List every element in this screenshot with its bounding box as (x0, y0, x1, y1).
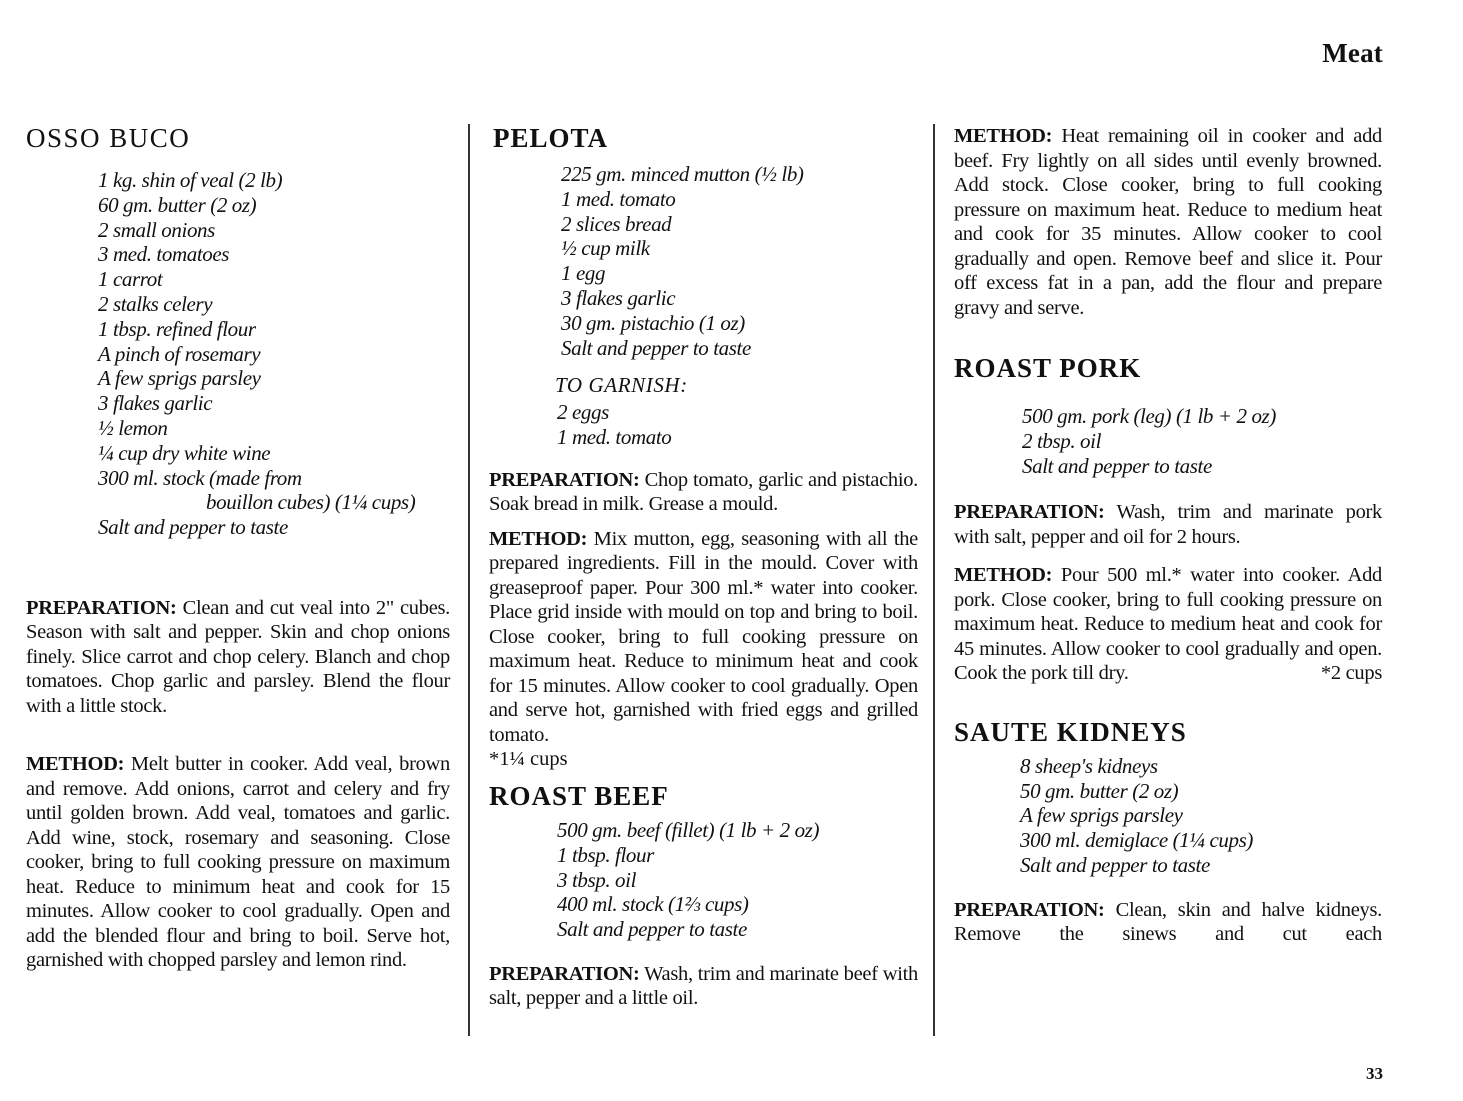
ingredient-item: 3 med. tomatoes (98, 242, 230, 267)
preparation-text: Clean, skin and halve kidneys. Remove the sinews and cut each (954, 898, 1382, 946)
preparation-text: Chop tomato, garlic and pistachio. Soak bread in milk. Grease a mould. (489, 468, 919, 516)
page-number: 33 (1366, 1064, 1383, 1083)
preparation-label: PREPARATION: (954, 501, 1105, 524)
method-paragraph (489, 527, 918, 748)
ingredient-item: Salt and pepper to taste (1020, 853, 1210, 878)
method-label: METHOD: (954, 125, 1053, 147)
preparation-text: Wash, trim and marinate beef with salt, pepper and a little oil. (489, 962, 918, 1010)
ingredient-item: A few sprigs parsley (98, 366, 261, 391)
method-label: METHOD: (489, 527, 588, 550)
column-divider-left (468, 124, 470, 1036)
ingredient-item: 2 small onions (98, 217, 215, 242)
ingredient-item: 8 sheep's kidneys (1020, 753, 1158, 778)
ingredient-item: Salt and pepper to taste (1022, 453, 1212, 478)
method-paragraph (954, 563, 1382, 686)
method-text: Heat remaining oil in cooker and add beef. Fry lightly on all sides until evenly browned. Add stock. Close cooker, bring to full cooking pressure on maximum heat. Reduce to medium heat and cook for 35 minutes. Allow cooker to cool gradually and open. Remove beef and slice it. Pour off excess fat in a pan, add the flour and prepare gravy and serve. (954, 125, 1382, 319)
ingredient-list (561, 162, 918, 360)
ingredient-item: 500 gm. pork (leg) (1 lb + 2 oz) (1022, 404, 1276, 428)
garnish-item: 2 eggs (557, 400, 609, 425)
measure-note: *1¼ cups (489, 748, 568, 771)
preparation-text: Wash, trim and marinate pork with salt, pepper and oil for 2 hours. (954, 501, 1382, 548)
recipe-title: ROAST BEEF (489, 780, 669, 811)
recipe-title: ROAST PORK (954, 353, 1142, 383)
ingredient-item: 2 slices bread (561, 211, 672, 236)
ingredient-item-continued: bouillon cubes) (1¼ cups) (206, 490, 416, 515)
preparation-paragraph (954, 898, 1382, 947)
ingredient-item: 500 gm. beef (fillet) (1 lb + 2 oz) (557, 817, 820, 842)
column-divider-right (933, 124, 935, 1036)
ingredient-item: Salt and pepper to taste (561, 335, 751, 360)
preparation-paragraph (489, 468, 918, 517)
ingredient-item: ½ cup milk (561, 236, 650, 261)
ingredient-list (98, 168, 450, 540)
ingredient-item: 300 ml. demiglace (1¼ cups) (1020, 828, 1253, 853)
recipe-osso-buco (26, 118, 450, 973)
method-text: Melt butter in cooker. Add veal, brown and remove. Add onions, carrot and celery and fry until golden brown. Add veal, tomatoes and garlic. Add wine, stock, rosemary and seasoning. Close cooker, bring to full cooking pressure on maximum heat. Reduce to minimum heat and cook for 15 minutes. Allow cooker to cool gradually. Open and add the blended flour and bring to boil. Serve hot, garnished with chopped parsley and lemon rind. (26, 753, 451, 972)
method-paragraph (26, 752, 450, 973)
ingredient-item: Salt and pepper to taste (98, 515, 288, 540)
ingredient-item: 1 carrot (98, 267, 163, 292)
recipe-title: OSSO BUCO (26, 123, 191, 153)
ingredient-item: Salt and pepper to taste (557, 917, 747, 942)
recipe-title: PELOTA (493, 123, 609, 153)
garnish-item: 1 med. tomato (557, 425, 672, 450)
ingredient-item: 1 med. tomato (561, 186, 676, 211)
method-label: METHOD: (954, 564, 1053, 587)
ingredient-item: 2 stalks celery (98, 291, 213, 316)
ingredient-list (1020, 754, 1382, 878)
recipe-roast-pork (954, 348, 1382, 686)
recipe-title: SAUTE KIDNEYS (954, 716, 1187, 747)
garnish-list (557, 400, 918, 450)
method-paragraph (954, 124, 1382, 320)
measure-note: *2 cups (1320, 662, 1382, 685)
ingredient-item: 1 egg (561, 261, 606, 286)
ingredient-item: 1 tbsp. flour (557, 842, 654, 867)
ingredient-item: 3 flakes garlic (98, 391, 213, 416)
ingredient-item: 1 kg. shin of veal (2 lb) (98, 168, 283, 192)
method-label: METHOD: (26, 753, 125, 776)
ingredient-item: ½ lemon (98, 415, 168, 440)
column-left (26, 118, 450, 973)
ingredient-item: 225 gm. minced mutton (½ lb) (561, 162, 804, 186)
ingredient-item: 60 gm. butter (2 oz) (98, 192, 257, 217)
ingredient-item: A few sprigs parsley (1020, 803, 1183, 828)
recipe-saute-kidneys (954, 712, 1382, 947)
ingredient-item: 2 tbsp. oil (1022, 428, 1102, 453)
ingredient-list (557, 818, 918, 942)
column-right (954, 124, 1382, 947)
ingredient-item: A pinch of rosemary (98, 341, 261, 366)
preparation-label: PREPARATION: (489, 468, 640, 491)
ingredient-item: 3 tbsp. oil (557, 867, 637, 892)
column-middle (489, 118, 918, 1011)
section-label: Meat (1322, 38, 1383, 68)
preparation-label: PREPARATION: (489, 962, 640, 985)
garnish-heading: TO GARNISH: (555, 373, 688, 398)
ingredient-item: 300 ml. stock (made from (98, 465, 302, 490)
recipe-roast-beef (489, 776, 918, 1011)
preparation-text: Clean and cut veal into 2" cubes. Season with salt and pepper. Skin and chop onions finely. Slice carrot and chop celery. Blanch and chop tomatoes. Chop garlic and parsley. Blend the flour with a little stock. (26, 596, 450, 717)
recipe-pelota (489, 118, 918, 772)
method-text: Mix mutton, egg, seasoning with all the prepared ingredients. Fill in the mould. Cover with greaseproof paper. Pour 300 ml.* water into cooker. Place grid inside with mould on top and bring to boil. Close cooker, bring to full cooking pressure on maximum heat. Reduce to minimum heat and cook for 15 minutes. Allow cooker to cool gradually. Open and serve hot, garnished with fried eggs and grilled tomato. (489, 527, 918, 746)
preparation-label: PREPARATION: (26, 596, 177, 619)
ingredient-item: 50 gm. butter (2 oz) (1020, 778, 1179, 803)
ingredient-item: ¼ cup dry white wine (98, 440, 271, 465)
preparation-label: PREPARATION: (954, 898, 1105, 921)
ingredient-item: 30 gm. pistachio (1 oz) (561, 310, 745, 335)
ingredient-item: 400 ml. stock (1⅔ cups) (557, 892, 749, 917)
method-text: Pour 500 ml.* water into cooker. Add pork. Close cooker, bring to full cooking pressure on maximum heat. Reduce to medium heat and cook for 45 minutes. Allow cooker to cool gradually and open. Cook the pork till dry. (954, 564, 1382, 685)
ingredient-item: 1 tbsp. refined flour (98, 316, 256, 341)
preparation-paragraph (489, 962, 918, 1011)
preparation-paragraph (26, 596, 450, 719)
ingredient-list (1022, 404, 1382, 478)
ingredient-item: 3 flakes garlic (561, 285, 676, 310)
preparation-paragraph (954, 500, 1382, 549)
